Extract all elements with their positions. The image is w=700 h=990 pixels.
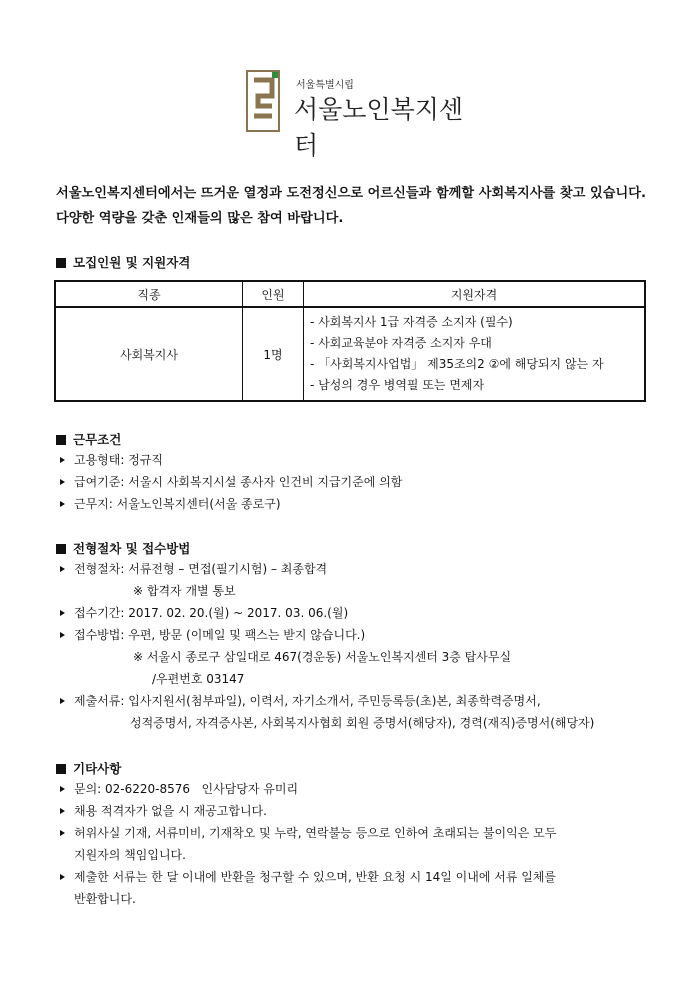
logo — [246, 70, 486, 160]
square-bullet-icon — [56, 764, 66, 774]
square-bullet-icon — [56, 435, 66, 445]
qualification-item: - 사회복지사 1급 자격증 소지자 (필수) — [310, 315, 513, 329]
triangle-bullet-icon — [60, 632, 65, 638]
square-bullet-icon — [56, 544, 66, 554]
triangle-bullet-icon — [60, 830, 65, 836]
list-item: 제출서류: 입사지원서(첨부파일), 이력서, 자기소개서, 주민등록등(초)본, 최종학력증명서, — [60, 692, 541, 709]
list-item: 채용 적격자가 없을 시 재공고합니다. — [60, 802, 267, 819]
qualification-item: - 남성의 경우 병역필 또는 면제자 — [310, 378, 485, 392]
list-item: 근무지: 서울노인복지센터(서울 종로구) — [60, 495, 281, 512]
zip-note: /우편번호 03147 — [152, 672, 245, 686]
header-job: 직종 — [55, 281, 243, 307]
triangle-bullet-icon — [60, 874, 65, 880]
cell-qualifications — [304, 307, 646, 401]
triangle-bullet-icon — [60, 610, 65, 616]
triangle-bullet-icon — [60, 786, 65, 792]
triangle-bullet-icon — [60, 501, 65, 507]
triangle-bullet-icon — [60, 479, 65, 485]
square-bullet-icon — [56, 258, 66, 268]
qualification-item: - 사회교육분야 자격증 소지자 우대 — [310, 336, 492, 350]
list-item: 접수방법: 우편, 방문 (이메일 및 팩스는 받지 않습니다.) — [60, 626, 365, 643]
triangle-bullet-icon — [60, 808, 65, 814]
logo-mark-icon — [246, 70, 280, 132]
recruit-table — [54, 280, 646, 402]
list-item: 고용형태: 정규직 — [60, 451, 163, 468]
triangle-bullet-icon — [60, 698, 65, 704]
header-qualifications: 지원자격 — [304, 281, 646, 307]
triangle-bullet-icon — [60, 566, 65, 572]
list-item: 문의: 02-6220-8576 인사담당자 유미리 — [60, 780, 298, 797]
list-item: 전형절차: 서류전형 – 면접(필기시험) – 최종합격 — [60, 560, 327, 577]
section-heading-recruit: 모집인원 및 지원자격 — [56, 253, 190, 271]
section-heading-conditions: 근무조건 — [56, 430, 121, 448]
header-count: 인원 — [243, 281, 304, 307]
qualification-item: - 「사회복지사업법」 제35조의2 ②에 해당되지 않는 자 — [310, 357, 604, 371]
return-continued: 반환합니다. — [74, 892, 136, 906]
section-heading-etc: 기타사항 — [56, 759, 121, 777]
list-item: 허위사실 기재, 서류미비, 기재착오 및 누락, 연락불능 등으로 인하여 초래되는 불이익은 모두 — [60, 824, 556, 841]
triangle-bullet-icon — [60, 457, 65, 463]
table-row — [55, 307, 645, 401]
list-item: 접수기간: 2017. 02. 20.(월) ~ 2017. 03. 06.(월) — [60, 604, 348, 621]
list-item: 급여기준: 서울시 사회복지시설 종사자 인건비 지급기준에 의함 — [60, 473, 402, 490]
intro-text: 서울노인복지센터에서는 뜨거운 열정과 도전정신으로 어르신들과 함께할 사회복지사를 찾고 있습니다. 다양한 역량을 갖춘 인재들의 많은 참여 바랍니다. — [56, 186, 646, 226]
cell-count: 1명 — [243, 307, 304, 401]
docs-continued: 성적증명서, 자격증사본, 사회복지사협회 회원 증명서(해당자), 경력(재직)증명서(해당자) — [130, 716, 595, 730]
logo-subtitle: 서울특별시립 — [296, 80, 354, 91]
cell-job: 사회복지사 — [55, 307, 243, 401]
logo-name: 서울노인복지센터 — [294, 95, 464, 160]
list-item: 제출한 서류는 한 달 이내에 반환을 청구할 수 있으며, 반환 요청 시 14일 이내에 서류 일체를 — [60, 868, 556, 885]
steps-note: ※ 합격자 개별 통보 — [133, 584, 236, 598]
section-heading-process: 전형절차 및 접수방법 — [56, 539, 190, 557]
address-note: ※ 서울시 종로구 삼일대로 467(경운동) 서울노인복지센터 3층 탑사무실 — [133, 650, 512, 664]
false-info-continued: 지원자의 책임입니다. — [74, 848, 186, 862]
